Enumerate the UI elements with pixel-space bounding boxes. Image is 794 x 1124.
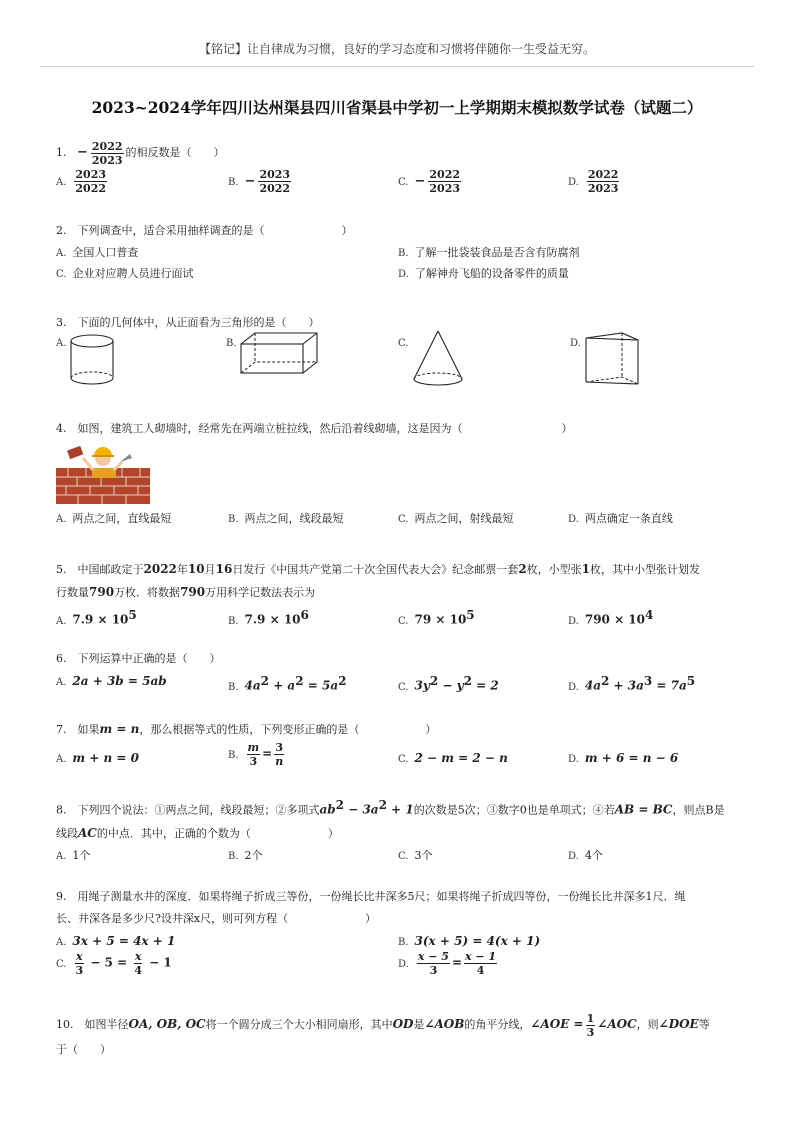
question-3: 3. 下面的几何体中，从正面看为三角形的是（ ） bbox=[56, 316, 320, 329]
q7-option-d[interactable]: D. m + 6 = n − 6 bbox=[568, 751, 679, 765]
q8-option-a[interactable]: A. 1个 bbox=[56, 848, 91, 862]
cone-figure bbox=[410, 328, 466, 390]
q3-option-c[interactable]: C. bbox=[398, 338, 409, 349]
header-motto: 【铭记】让自律成为习惯，良好的学习态度和习惯将伴随你一生受益无穷。 bbox=[198, 42, 595, 56]
q9-option-b[interactable]: B. 3(x + 5) = 4(x + 1) bbox=[398, 934, 541, 948]
q4-option-c[interactable]: C. 两点之间，射线最短 bbox=[398, 512, 514, 525]
q6-option-b[interactable]: B. $4a^2 + a^2 = 5a^2$ bbox=[228, 674, 347, 693]
cuboid-figure bbox=[238, 330, 320, 376]
cylinder-figure bbox=[66, 332, 118, 388]
q3-option-d[interactable]: D. bbox=[570, 338, 581, 349]
q4-option-a[interactable]: A. 两点之间，直线最短 bbox=[56, 512, 172, 525]
q7-option-b[interactable]: B. $\frac{m}{3}$ = $\frac{3}{n}$ bbox=[228, 741, 284, 768]
q9-option-c[interactable]: C. $\frac{x}{3}$ − 5 = $\frac{x}{4}$ − 1 bbox=[56, 950, 172, 977]
question-8: 8. 下列四个说法：①两点之间，线段最短；②多项式$ab^2 - 3a^2 + 1$的次数是5次；③数字0也是单项式；④若AB = BC，则点B是 线段AC的中点．其中，正确的个数为（ ） A. 1个 B. 2个 C. 3个 D. 4个 bbox=[56, 794, 756, 871]
question-10: 10. 如图半径OA, OB, OC将一个圆分成三个大小相同扇形，其中OD是∠AOB的角平分线，∠AOE = $\frac{1}{3}$ ∠AOC，则∠DOE等 于（ ） bbox=[56, 1011, 710, 1056]
question-6: 6. 下列运算中正确的是（ ） A. 2a + 3b = 5ab B. $4a^2 + a^2 = 5a^2$ C. $3y^2 - y^2 = 2$ D. $4a^2 + 3a^3 = 7a^5$ bbox=[56, 648, 756, 696]
question-7: 7. 如果m = n，那么根据等式的性质，下列变形正确的是（ ） A. m + n = 0 B. $\frac{m}{3}$ = $\frac{3}{n}$ C. 2 − m = 2 − n D. m + 6 = n − 6 bbox=[56, 718, 756, 775]
question-1: 1. − $\frac{2022}{2023}$ 的相反数是（ ） A. $\frac{2023}{2022}$ B. − $\frac{2023}{2022}$ C. − $\frac{2022}{2023}$ D. $\frac{2022}{2023}$ bbox=[56, 138, 756, 200]
q3-option-b[interactable]: B. bbox=[226, 338, 237, 349]
q8-option-b[interactable]: B. 2个 bbox=[228, 848, 263, 862]
question-2: 2. 下列调查中，适合采用抽样调查的是（ ） A. 全国人口普查 B. 了解一批袋装食品是否含有防腐剂 C. 企业对应聘人员进行面试 D. 了解神舟飞船的设备零件的质量 bbox=[56, 220, 756, 284]
q1-option-d[interactable]: D. $\frac{2022}{2023}$ bbox=[568, 168, 619, 195]
q1-fraction: $\frac{2022}{2023}$ bbox=[91, 139, 123, 167]
q3-option-a[interactable]: A. bbox=[56, 338, 67, 349]
q8-option-d[interactable]: D. 4个 bbox=[568, 848, 603, 862]
q5-option-a[interactable]: A. $7.9 \times 10^5$ bbox=[56, 608, 137, 627]
q1-option-c[interactable]: C. − $\frac{2022}{2023}$ bbox=[398, 168, 461, 195]
q8-option-c[interactable]: C. 3个 bbox=[398, 848, 433, 862]
q1-option-b[interactable]: B. − $\frac{2023}{2022}$ bbox=[228, 168, 291, 195]
q2-option-d[interactable]: D. 了解神舟飞船的设备零件的质量 bbox=[398, 267, 569, 280]
q2-option-a[interactable]: A. 全国人口普查 bbox=[56, 246, 139, 259]
q7-option-c[interactable]: C. 2 − m = 2 − n bbox=[398, 751, 508, 765]
q9-option-a[interactable]: A. 3x + 5 = 4x + 1 bbox=[56, 934, 176, 948]
q4-option-b[interactable]: B. 两点之间，线段最短 bbox=[228, 512, 344, 525]
question-5: 5. 中国邮政定于2022年10月16日发行《中国共产党第二十次全国代表大会》纪念邮票一套2枚，小型张1枚，其中小型张计划发 行数量790万枚．将数据790万用科学记数法表示为 A. $7.9 \times 10^5$ B. $7.9 \times 10^6$ C. $79 \times 10^5$ D. $790 \times 10^4$ bbox=[56, 558, 756, 630]
q6-option-c[interactable]: C. $3y^2 - y^2 = 2$ bbox=[398, 674, 499, 693]
q2-option-c[interactable]: C. 企业对应聘人员进行面试 bbox=[56, 267, 194, 280]
q6-option-d[interactable]: D. $4a^2 + 3a^3 = 7a^5$ bbox=[568, 674, 696, 693]
q1-option-a[interactable]: A. $\frac{2023}{2022}$ bbox=[56, 168, 107, 195]
q4-option-d[interactable]: D. 两点确定一条直线 bbox=[568, 512, 673, 525]
q7-option-a[interactable]: A. m + n = 0 bbox=[56, 751, 139, 765]
header-divider bbox=[40, 66, 754, 67]
q5-option-c[interactable]: C. $79 \times 10^5$ bbox=[398, 608, 475, 627]
question-4: 4. 如图，建筑工人砌墙时，经常先在两端立桩拉线，然后沿着线砌墙，这是因为（ ） bbox=[56, 422, 573, 435]
bricklayer-illustration bbox=[56, 444, 150, 506]
q4-options bbox=[56, 508, 756, 534]
q5-option-b[interactable]: B. $7.9 \times 10^6$ bbox=[228, 608, 309, 627]
q9-option-d[interactable]: D. $\frac{x - 5}{3}$ = $\frac{x - 1}{4}$ bbox=[398, 950, 497, 977]
question-9: 9. 用绳子测量水井的深度．如果将绳子折成三等份，一份绳长比井深多5尺；如果将绳子折成四等份，一份绳长比井深多1尺．绳 长、井深各是多少尺?设井深x尺，则可列方程（ ） A. 3x + 5 = 4x + 1 B. 3(x + 5) = 4(x + 1) C. $\frac{x}{3}$ − 5 = $\frac{x}{4}$ − 1 D. $\frac{x - 5}{3}$ = $\frac{x - 1}{4}$ bbox=[56, 890, 686, 977]
triangular-prism-figure bbox=[582, 330, 642, 388]
q5-option-d[interactable]: D. $790 \times 10^4$ bbox=[568, 608, 654, 627]
q6-option-a[interactable]: A. 2a + 3b = 5ab bbox=[56, 674, 167, 688]
page-title: 2023~2024学年四川达州渠县四川省渠县中学初一上学期期末模拟数学试卷（试题二） bbox=[91, 98, 703, 117]
q2-option-b[interactable]: B. 了解一批袋装食品是否含有防腐剂 bbox=[398, 246, 580, 259]
